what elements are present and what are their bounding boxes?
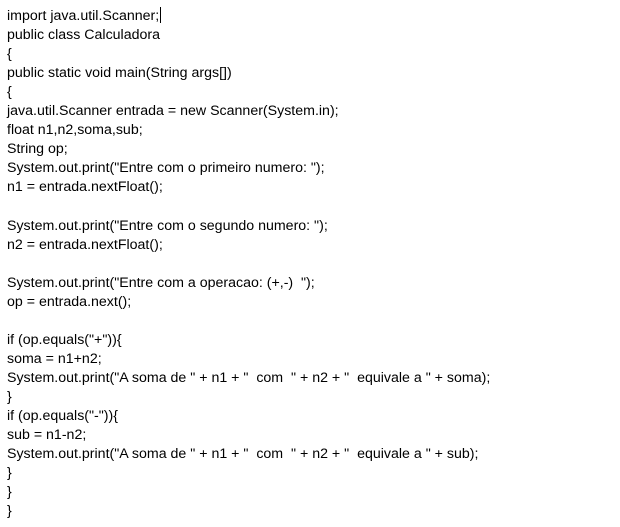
code-line-6: java.util.Scanner entrada = new Scanner(System.in); (7, 103, 339, 120)
code-line-22: if (op.equals("-")){ (7, 407, 118, 424)
code-line-13: n2 = entrada.nextFloat(); (7, 236, 163, 253)
code-line-16: op = entrada.next(); (7, 293, 132, 310)
code-text[interactable] (7, 7, 490, 521)
code-line-9: System.out.print("Entre com o primeiro numero: "); (7, 160, 325, 177)
code-line-7: float n1,n2,soma,sub; (7, 122, 143, 139)
code-line-23: sub = n1-n2; (7, 427, 87, 444)
code-line-10: n1 = entrada.nextFloat(); (7, 179, 163, 196)
code-line-19: soma = n1+n2; (7, 350, 102, 367)
code-line-21: } (7, 388, 12, 405)
code-line-15: System.out.print("Entre com a operacao: (+,-) "); (7, 274, 315, 291)
code-line-17 (7, 312, 490, 331)
code-line-8: String op; (7, 141, 68, 158)
text-caret (160, 7, 161, 23)
code-line-11 (7, 197, 490, 216)
code-line-18: if (op.equals("+")){ (7, 331, 122, 348)
code-line-1-text: import java.util.Scanner; (7, 8, 160, 24)
code-line-25: } (7, 465, 12, 482)
code-line-4: public static void main(String args[]) (7, 65, 232, 82)
code-line-5: { (7, 84, 12, 101)
code-line-12: System.out.print("Entre com o segundo numero: "); (7, 217, 328, 234)
code-line-27: } (7, 503, 12, 520)
code-line-14 (7, 255, 490, 274)
code-line-3: { (7, 46, 12, 63)
code-line-2: public class Calculadora (7, 27, 160, 44)
code-line-20: System.out.print("A soma de " + n1 + " com " + n2 + " equivale a " + soma); (7, 369, 491, 386)
code-line-1 (7, 7, 490, 26)
code-line-26: } (7, 484, 12, 501)
code-line-24: System.out.print("A soma de " + n1 + " com " + n2 + " equivale a " + sub); (7, 446, 479, 463)
